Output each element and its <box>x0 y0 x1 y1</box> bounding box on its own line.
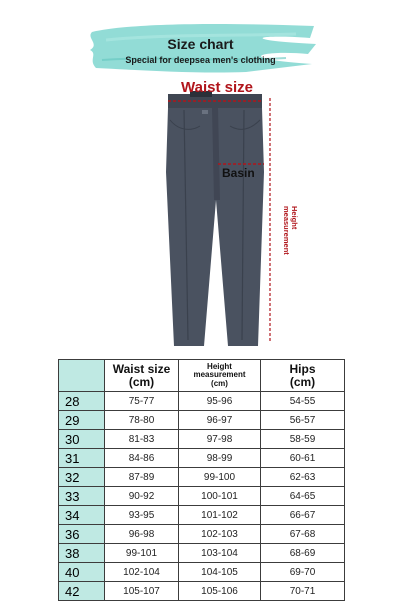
waist-cell: 93-95 <box>105 506 179 525</box>
height-measurement-label <box>282 206 299 255</box>
waist-cell: 78-80 <box>105 411 179 430</box>
table-row <box>59 392 345 411</box>
size-cell: 28 <box>59 392 105 411</box>
waist-cell: 105-107 <box>105 582 179 601</box>
hips-header-line2: (cm) <box>289 374 316 389</box>
table-row <box>59 563 345 582</box>
waist-cell: 81-83 <box>105 430 179 449</box>
table-row <box>59 468 345 487</box>
waist-cell: 87-89 <box>105 468 179 487</box>
size-table <box>58 359 345 601</box>
waist-column-header <box>105 360 179 392</box>
hips-cell: 56-57 <box>261 411 345 430</box>
table-row <box>59 525 345 544</box>
hips-cell: 69-70 <box>261 563 345 582</box>
hips-column-header <box>261 360 345 392</box>
table-row <box>59 411 345 430</box>
height-cell: 105-106 <box>179 582 261 601</box>
height-cell: 102-103 <box>179 525 261 544</box>
hips-cell: 66-67 <box>261 506 345 525</box>
height-cell: 98-99 <box>179 449 261 468</box>
waist-header-line1: Waist size <box>112 361 171 376</box>
size-cell: 29 <box>59 411 105 430</box>
size-cell: 42 <box>59 582 105 601</box>
height-cell: 96-97 <box>179 411 261 430</box>
height-label-line2: measurement <box>282 206 291 255</box>
hips-cell: 68-69 <box>261 544 345 563</box>
size-cell: 30 <box>59 430 105 449</box>
basin-label: Basin <box>222 166 255 180</box>
table-row <box>59 430 345 449</box>
size-cell: 34 <box>59 506 105 525</box>
table-header-row <box>59 360 345 392</box>
table-row <box>59 582 345 601</box>
waist-header-line2: (cm) <box>128 374 155 389</box>
waist-cell: 96-98 <box>105 525 179 544</box>
height-cell: 101-102 <box>179 506 261 525</box>
size-cell: 38 <box>59 544 105 563</box>
waist-cell: 102-104 <box>105 563 179 582</box>
size-column-header <box>59 360 105 392</box>
waist-cell: 99-101 <box>105 544 179 563</box>
waist-cell: 90-92 <box>105 487 179 506</box>
hips-cell: 58-59 <box>261 430 345 449</box>
page-title: Size chart <box>167 36 234 52</box>
height-cell: 99-100 <box>179 468 261 487</box>
table-row <box>59 487 345 506</box>
height-header-line1: Height <box>207 361 232 371</box>
hips-header-line1: Hips <box>289 361 316 376</box>
hips-cell: 70-71 <box>261 582 345 601</box>
size-cell: 36 <box>59 525 105 544</box>
waist-size-label: Waist size <box>181 79 253 96</box>
height-cell: 103-104 <box>179 544 261 563</box>
height-cell: 100-101 <box>179 487 261 506</box>
height-header-line2: measurement <box>193 370 246 380</box>
size-cell: 33 <box>59 487 105 506</box>
height-header-line3: (cm) <box>211 378 228 388</box>
size-cell: 31 <box>59 449 105 468</box>
hips-cell: 62-63 <box>261 468 345 487</box>
size-cell: 32 <box>59 468 105 487</box>
page-subtitle: Special for deepsea men's clothing <box>125 55 276 65</box>
height-cell: 104-105 <box>179 563 261 582</box>
height-cell: 95-96 <box>179 392 261 411</box>
table-row <box>59 544 345 563</box>
height-label-line1: Height <box>290 206 299 230</box>
height-column-header <box>179 360 261 392</box>
waist-cell: 75-77 <box>105 392 179 411</box>
table-row <box>59 506 345 525</box>
hips-cell: 60-61 <box>261 449 345 468</box>
size-cell: 40 <box>59 563 105 582</box>
hips-cell: 64-65 <box>261 487 345 506</box>
table-row <box>59 449 345 468</box>
height-cell: 97-98 <box>179 430 261 449</box>
hips-cell: 54-55 <box>261 392 345 411</box>
waist-cell: 84-86 <box>105 449 179 468</box>
hips-cell: 67-68 <box>261 525 345 544</box>
